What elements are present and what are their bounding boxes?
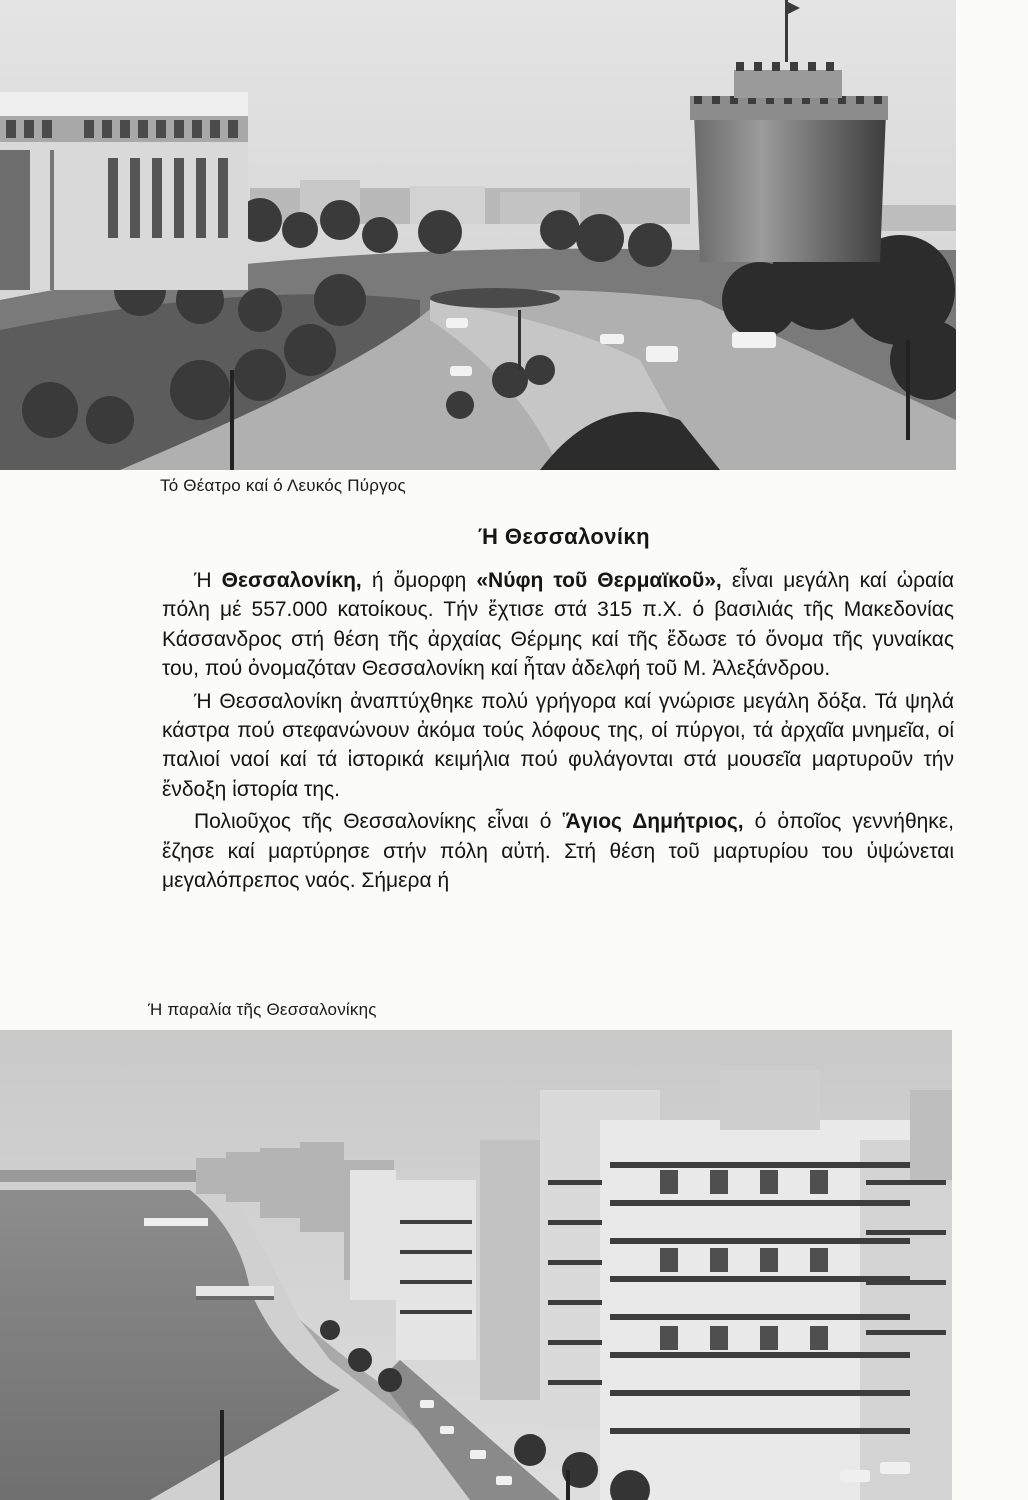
paragraph-2: Ή Θεσσαλονίκη ἀναπτύχθηκε πολύ γρήγορα καί γνώρισε μεγάλη δόξα. Τά ψηλά κάστρα πού στεφανώνουν ἀκόμα τούς λόφους της, οί πύργοι, τά ἀρχαῖα μνημεῖα, οί παλιοί ναοί καί τά ἱστορικά κειμήλια πού φυλάγονται στά μουσεῖα μαρτυροῦν τήν ἔνδοξη ἱστορία της. bbox=[162, 689, 954, 801]
bottom-photo-caption: Ή παραλία τῆς Θεσσαλονίκης bbox=[148, 1000, 377, 1019]
p3-lead: Πολιοῦχος τῆς Θεσσαλονίκης εἶναι ό bbox=[194, 810, 563, 834]
theatre-white-tower-photo bbox=[0, 0, 956, 470]
paragraph-3 bbox=[162, 807, 954, 895]
paragraph-1 bbox=[162, 566, 954, 684]
article-body bbox=[162, 566, 954, 898]
waterfront-photo bbox=[0, 1030, 952, 1500]
top-photo-caption: Τό Θέατρο καί ό Λευκός Πύργος bbox=[160, 476, 406, 495]
p1-mid: ή ὄμορφη bbox=[361, 569, 477, 592]
p3-rest: ό ὁποῖος γεννήθηκε, ἔζησε καί μαρτύρησε στήν πόλη αὐτή. Στή θέση τοῦ μαρτυρίου του ὑψώνεται μεγαλόπρεπος ναός. Σήμερα ή bbox=[162, 810, 955, 893]
article-title: Ή Θεσσαλονίκη bbox=[478, 524, 650, 549]
p1-lead: Ή bbox=[194, 569, 222, 592]
p1-rest: εἶναι μεγάλη καί ὡραία πόλη μέ 557.000 κατοίκους. Τήν ἔχτισε στά 315 π.Χ. ό βασιλιάς τῆς Μακεδονίας Κάσσανδρος στή θέση τῆς ἀρχαίας Θέρμης καί τῆς ἔδωσε τό ὄνομα τῆς γυναίκας του, πού ὀνομαζόταν Θεσσαλονίκη καί ἦταν ἀδελφή τοῦ Μ. Ἀλεξάνδρου. bbox=[162, 569, 954, 681]
p3-bold-saint: Ἅγιος Δημήτριος, bbox=[562, 810, 744, 834]
p1-bold-nickname: «Νύφη τοῦ Θερμαϊκοῦ», bbox=[476, 569, 722, 592]
p1-bold-city: Θεσσαλονίκη, bbox=[221, 569, 362, 592]
